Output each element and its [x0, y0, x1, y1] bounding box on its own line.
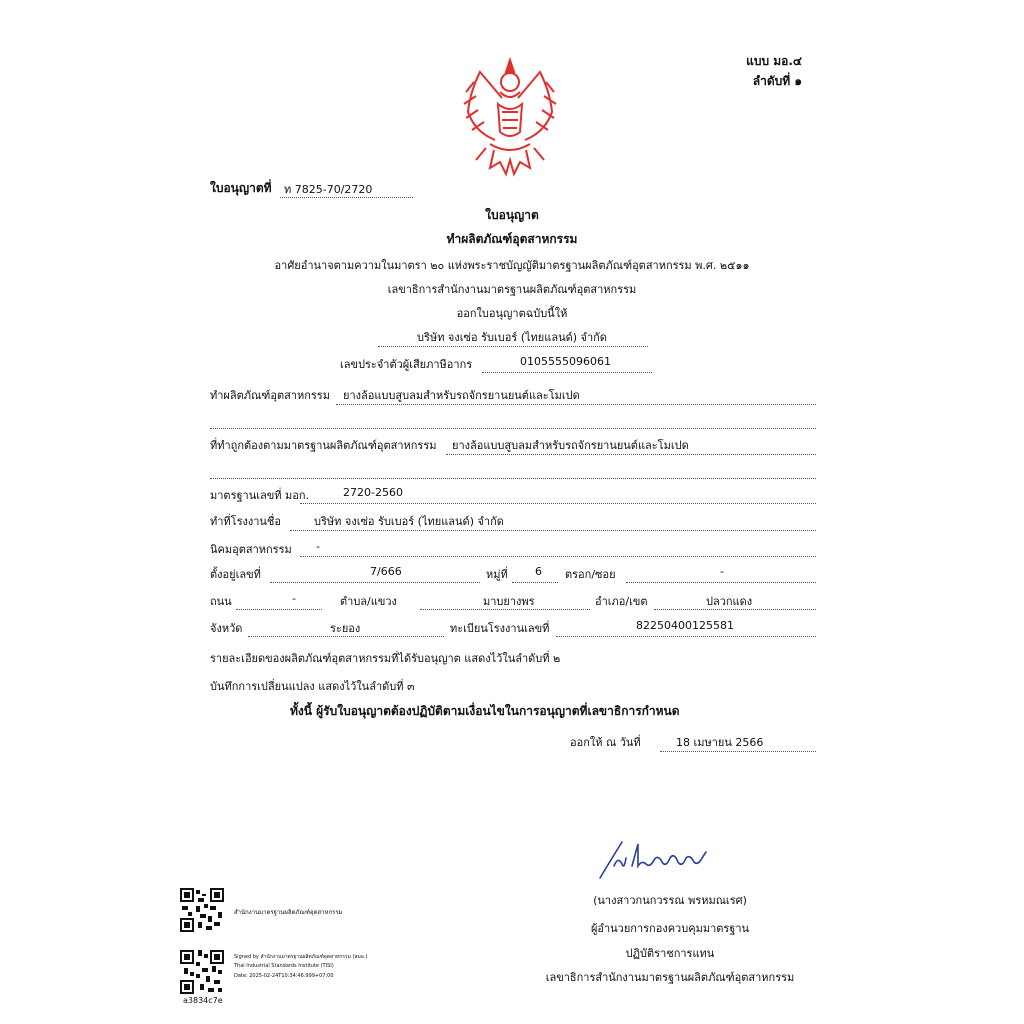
moo-value: 6: [535, 565, 542, 578]
soi-label: ตรอก/ซอย: [565, 568, 616, 581]
signatory-position: ผู้อำนวยการกองควบคุมมาตรฐาน: [590, 922, 750, 935]
garuda-emblem-icon: [450, 52, 570, 182]
district-label: อำเภอ/เขต: [595, 595, 648, 608]
license-no-value: ท 7825-70/2720: [284, 183, 373, 196]
authority-line: อาศัยอำนาจตามความในมาตรา ๒๐ แห่งพระราชบัญญัติมาตรฐานผลิตภัณฑ์อุตสาหกรรม พ.ศ. ๒๕๑๑: [274, 259, 750, 272]
issue-to-line: ออกใบอนุญาตฉบับนี้ให้: [456, 307, 568, 320]
province-value: ระยอง: [330, 622, 361, 635]
footer-signed-by: Signed by สำนักงานมาตรฐานผลิตภัณฑ์อุตสาหกรรม (สมอ.): [234, 954, 368, 960]
form-code: แบบ มอ.๔: [746, 54, 802, 68]
issue-date-label: ออกให้ ณ วันที่: [570, 736, 641, 749]
factory-label: ทำที่โรงงานชื่อ: [210, 515, 282, 528]
qr-code-signature-icon: [180, 950, 224, 994]
subdistrict-label: ตำบล/แขวง: [340, 595, 397, 608]
standard-value: ยางล้อแบบสูบลมสำหรับรถจักรยานยนต์และโมเปด: [452, 439, 689, 452]
road-label: ถนน: [210, 595, 232, 608]
qr-code-icon: [180, 888, 224, 932]
doc-title: ใบอนุญาต: [485, 208, 539, 222]
signatory-office: เลขาธิการสำนักงานมาตรฐานผลิตภัณฑ์อุตสาหกรรม: [545, 971, 795, 984]
province-label: จังหวัด: [210, 622, 243, 635]
road-value: -: [292, 592, 296, 605]
estate-label: นิคมอุตสาหกรรม: [210, 543, 292, 556]
estate-value: -: [316, 540, 320, 553]
signatory-name: (นางสาวกนกวรรณ พรหมณเรศ): [593, 894, 747, 907]
changes-note: บันทึกการเปลี่ยนแปลง แสดงไว้ในลำดับที่ ๓: [210, 680, 415, 693]
details-note: รายละเอียดของผลิตภัณฑ์อุตสาหกรรมที่ได้รับอนุญาต แสดงไว้ในลำดับที่ ๒: [210, 652, 561, 665]
tax-id-label: เลขประจำตัวผู้เสียภาษีอากร: [340, 358, 473, 371]
secretary-line: เลขาธิการสำนักงานมาตรฐานผลิตภัณฑ์อุตสาหกรรม: [387, 283, 637, 296]
tis-label: มาตรฐานเลขที่ มอก.: [210, 489, 310, 502]
address-label: ตั้งอยู่เลขที่: [210, 568, 261, 581]
factory-reg-value: 82250400125581: [636, 619, 734, 632]
signatory-acting: ปฏิบัติราชการแทน: [625, 947, 715, 960]
tax-id-value: 0105555096061: [520, 355, 611, 368]
licensee-company: บริษัท จงเซ่อ รับเบอร์ (ไทยแลนด์) จำกัด: [417, 331, 607, 344]
subdistrict-value: มาบยางพร: [483, 595, 535, 608]
signature-icon: [596, 836, 720, 884]
tis-value: 2720-2560: [343, 486, 403, 499]
license-no-label: ใบอนุญาตที่: [210, 181, 272, 195]
factory-value: บริษัท จงเซ่อ รับเบอร์ (ไทยแลนด์) จำกัด: [314, 515, 504, 528]
form-sequence: ลำดับที่ ๑: [752, 74, 802, 88]
address-value: 7/666: [370, 565, 402, 578]
issue-date-value: 18 เมษายน 2566: [676, 736, 764, 749]
doc-subtitle: ทำผลิตภัณฑ์อุตสาหกรรม: [446, 232, 578, 246]
footer-institute: Thai Industrial Standards Institute (TISI): [234, 963, 334, 969]
footer-code: a3834c7e: [183, 996, 223, 1005]
factory-reg-label: ทะเบียนโรงงานเลขที่: [450, 622, 550, 635]
product-label: ทำผลิตภัณฑ์อุตสาหกรรม: [210, 389, 330, 402]
soi-value: -: [720, 565, 724, 578]
footer-agency: สำนักงานมาตรฐานผลิตภัณฑ์อุตสาหกรรม: [234, 909, 343, 916]
district-value: ปลวกแดง: [706, 595, 753, 608]
condition-note: ทั้งนี้ ผู้รับใบอนุญาตต้องปฏิบัติตามเงื่อนไขในการอนุญาตที่เลขาธิการกำหนด: [290, 704, 680, 718]
standard-label: ที่ทำถูกต้องตามมาตรฐานผลิตภัณฑ์อุตสาหกรรม: [210, 439, 437, 452]
moo-label: หมู่ที่: [486, 568, 508, 581]
product-value: ยางล้อแบบสูบลมสำหรับรถจักรยานยนต์และโมเปด: [343, 389, 580, 402]
footer-date: Date: 2025-02-24T10:34:46.999+07:00: [234, 973, 334, 979]
